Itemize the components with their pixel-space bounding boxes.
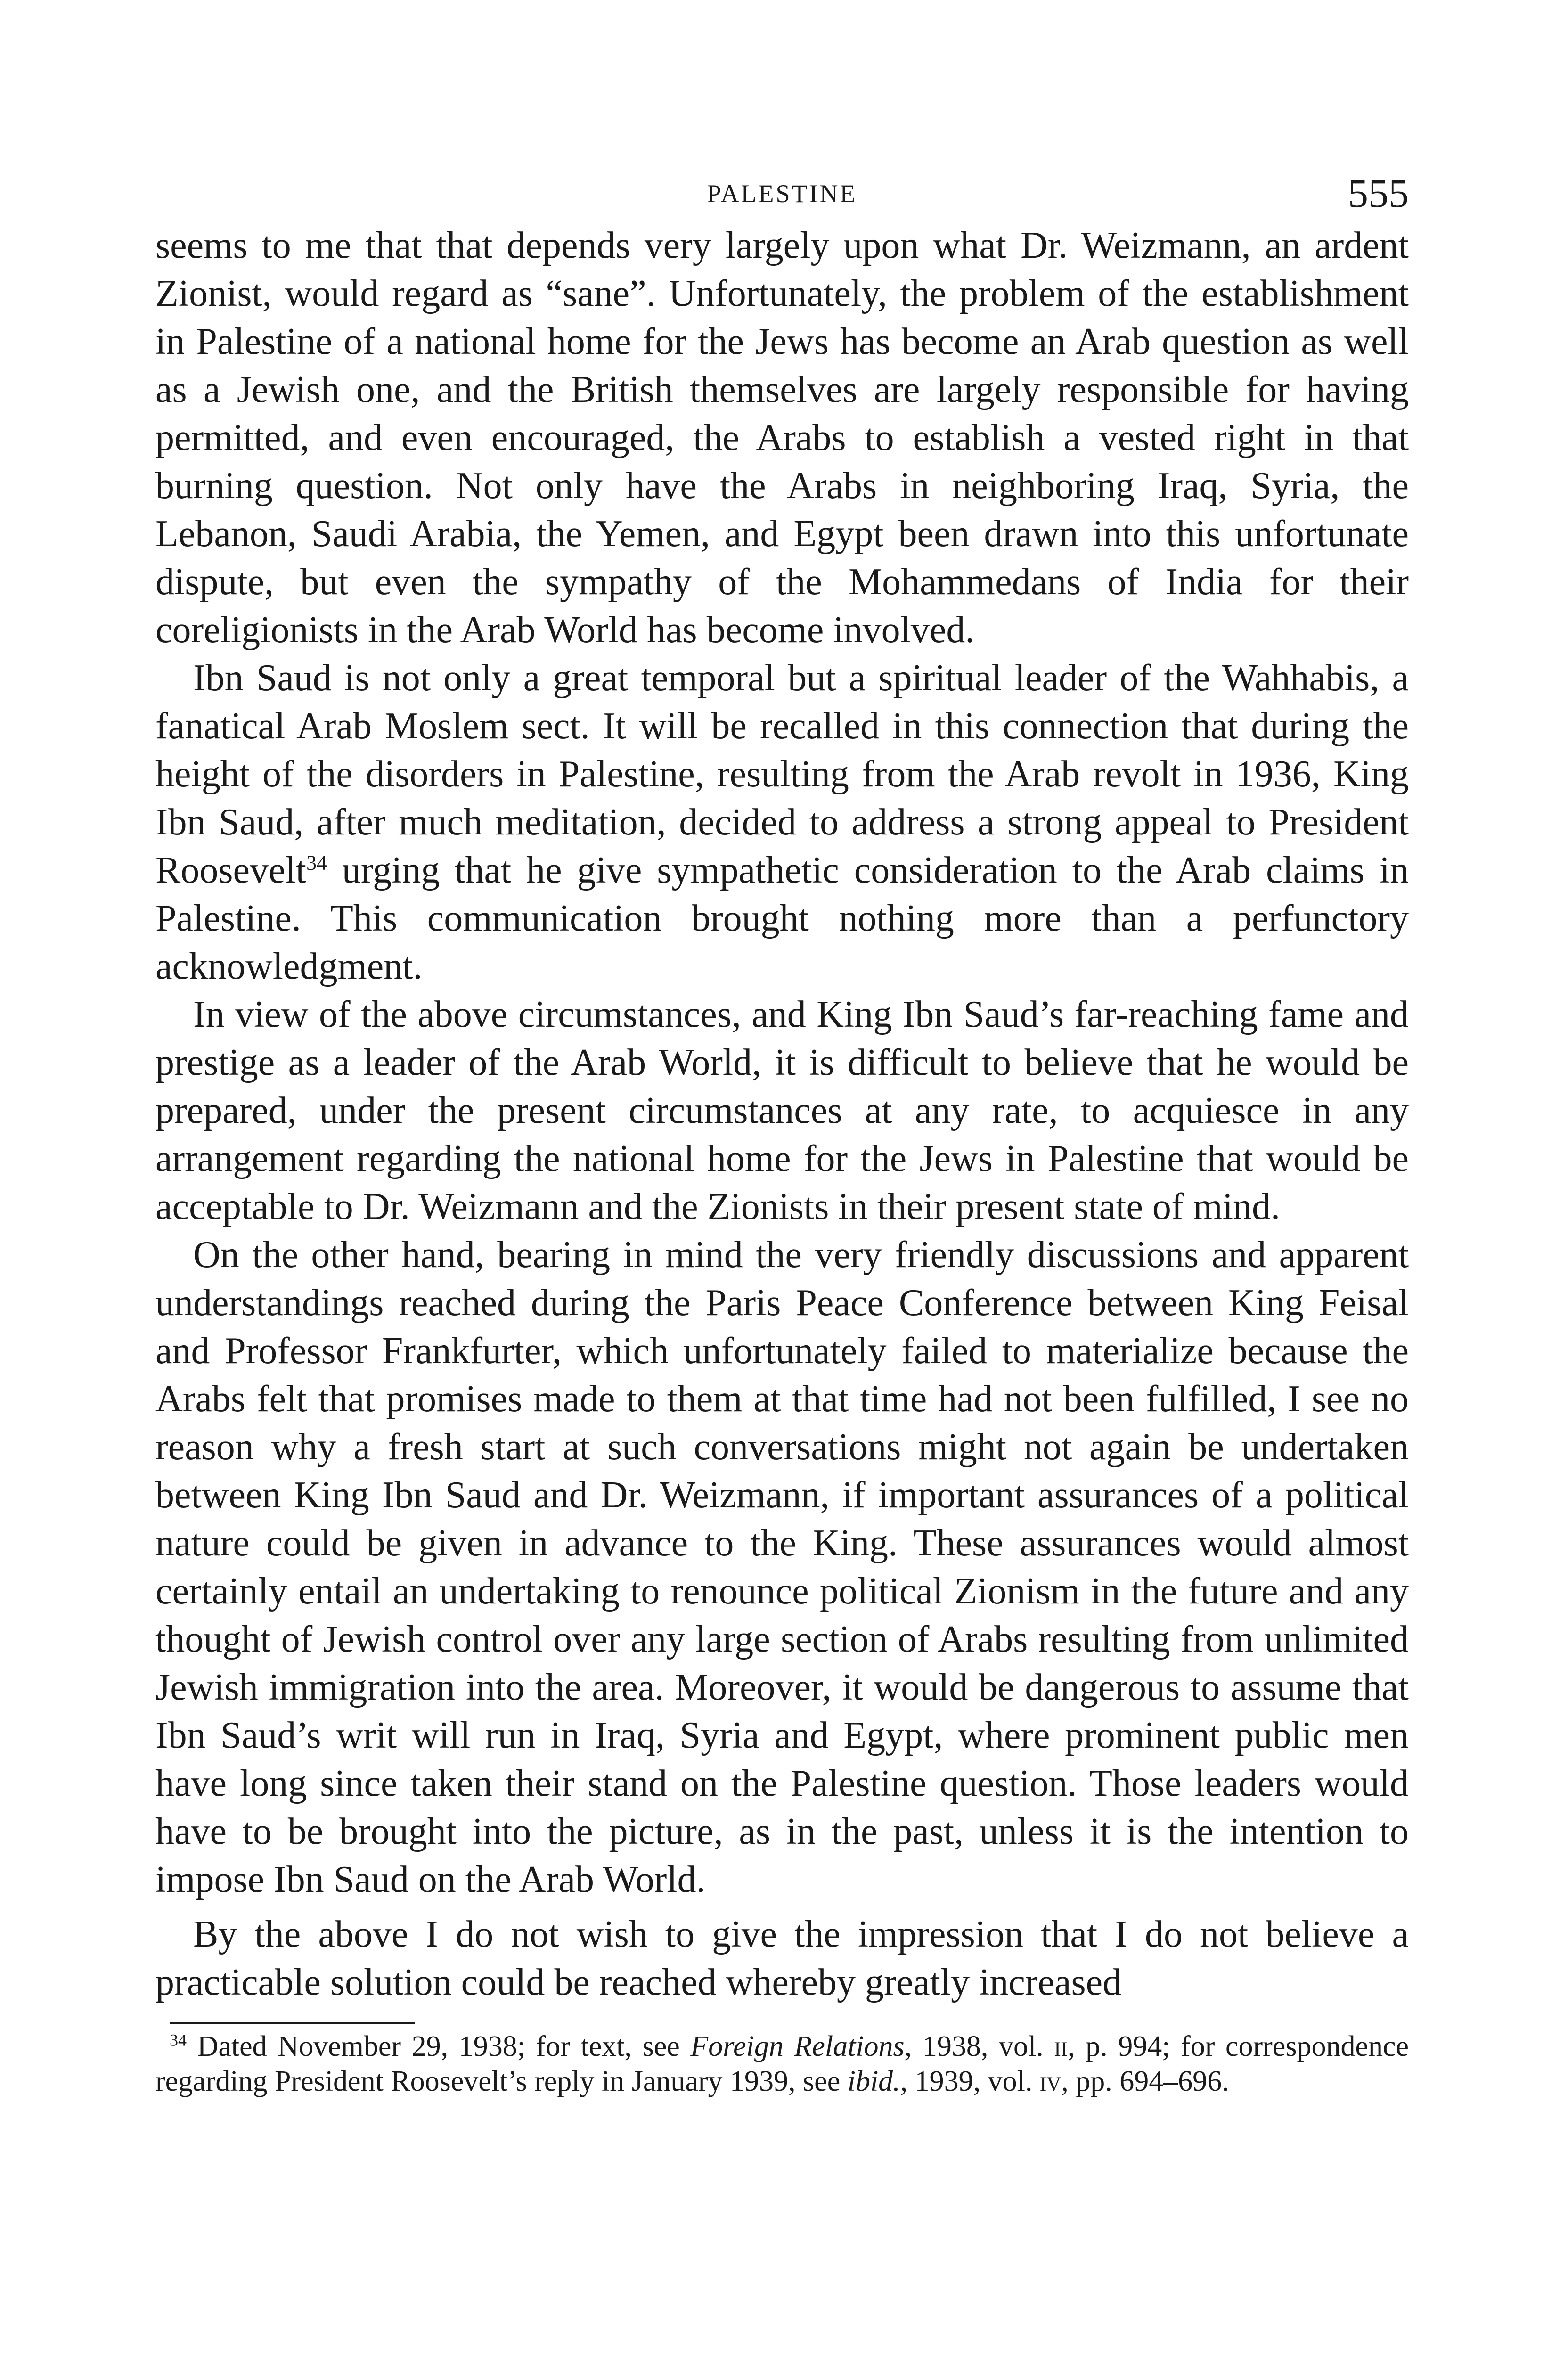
- footnote-34: [155, 2029, 1409, 2099]
- running-head-title: PALESTINE: [707, 180, 858, 208]
- footnote-text: 1938, vol.: [912, 2030, 1054, 2062]
- paragraph-other-hand: On the other hand, bearing in mind the very friendly discussions and apparent understandings reached during the Paris Peace Conference between King Feisal and Professor Frankfurter, which unfortunately failed to materialize because the Arabs felt that promises made to them at that time had not been fulfilled, I see no reason why a fresh start at such conversations might not again be undertaken between King Ibn Saud and Dr. Weizmann, if important assurances of a political nature could be given in advance to the King. These assurances would almost certainly entail an undertaking to renounce political Zionism in the future and any thought of Jewish control over any large section of Arabs resulting from unlimited Jewish immigration into the area. Moreover, it would be dangerous to assume that Ibn Saud’s writ will run in Iraq, Syria and Egypt, where prominent public men have long since taken their stand on the Palestine question. Those leaders would have to be brought into the picture, as in the past, unless it is the intention to impose Ibn Saud on the Arab World.: [155, 1234, 1409, 1900]
- paragraph-text: Ibn Saud is not only a great temporal but a spiritual leader of the Wahhabis, a fanatical Arab Moslem sect. It will be recalled in this connection that during the height of the disorders in Palestine, resulting from the Arab revolt in 1936, King Ibn Saud, after much meditation, decided to address a strong appeal to President Roosevelt: [155, 657, 1409, 891]
- paragraph-continuation: seems to me that that depends very largely upon what Dr. Weizmann, an ardent Zionist, would regard as “sane”. Unfortunately, the problem of the establishment in Palestine of a national home for the Jews has become an Arab question as well as a Jewish one, and the British themselves are largely responsible for having permitted, and even encouraged, the Arabs to establish a vested right in that burning question. Not only have the Arabs in neighboring Iraq, Syria, the Lebanon, Saudi Arabia, the Yemen, and Egypt been drawn into this unfortunate dispute, but even the sympathy of the Mohammedans of India for their coreligionists in the Arab World has become involved.: [155, 225, 1409, 651]
- body-text: [155, 221, 1409, 2006]
- footnote-reference: 34: [306, 851, 327, 875]
- footnote-volume: iv: [1039, 2065, 1062, 2097]
- footnote-text: 1939, vol.: [907, 2065, 1040, 2097]
- footnote-ibid: ibid.,: [847, 2065, 908, 2097]
- document-page: [155, 170, 1409, 2099]
- paragraph-circumstances: In view of the above circumstances, and King Ibn Saud’s far-reaching fame and prestige as a leader of the Arab World, it is difficult to believe that he would be prepared, under the present circumstances at any rate, to acquiesce in any arrangement regarding the national home for the Jews in Palestine that would be acceptable to Dr. Weizmann and the Zionists in their present state of mind.: [155, 994, 1409, 1227]
- footnote-number: 34: [170, 2030, 187, 2050]
- footnote-volume: ii: [1054, 2030, 1068, 2062]
- running-header: [155, 170, 1409, 221]
- footnote-text: Dated November 29, 1938; for text, see: [187, 2030, 691, 2062]
- page-number: 555: [1348, 171, 1409, 216]
- footnote-text: , pp. 694–696.: [1061, 2065, 1229, 2097]
- footnote-citation-title: Foreign Relations,: [690, 2030, 912, 2062]
- paragraph-text: urging that he give sympathetic consideration to the Arab claims in Palestine. This communication brought nothing more than a perfunctory acknowledgment.: [155, 850, 1409, 987]
- paragraph-ibn-saud-leader: [155, 654, 1409, 990]
- footnote-text: , p. 994; for correspondence regarding President Roosevelt’s reply in January 1939, see: [155, 2030, 1409, 2097]
- footnotes: [155, 2029, 1409, 2099]
- footnote-divider: [170, 2022, 415, 2024]
- paragraph-impression: By the above I do not wish to give the impression that I do not believe a practicable solution could be reached whereby greatly increased: [155, 1914, 1409, 2003]
